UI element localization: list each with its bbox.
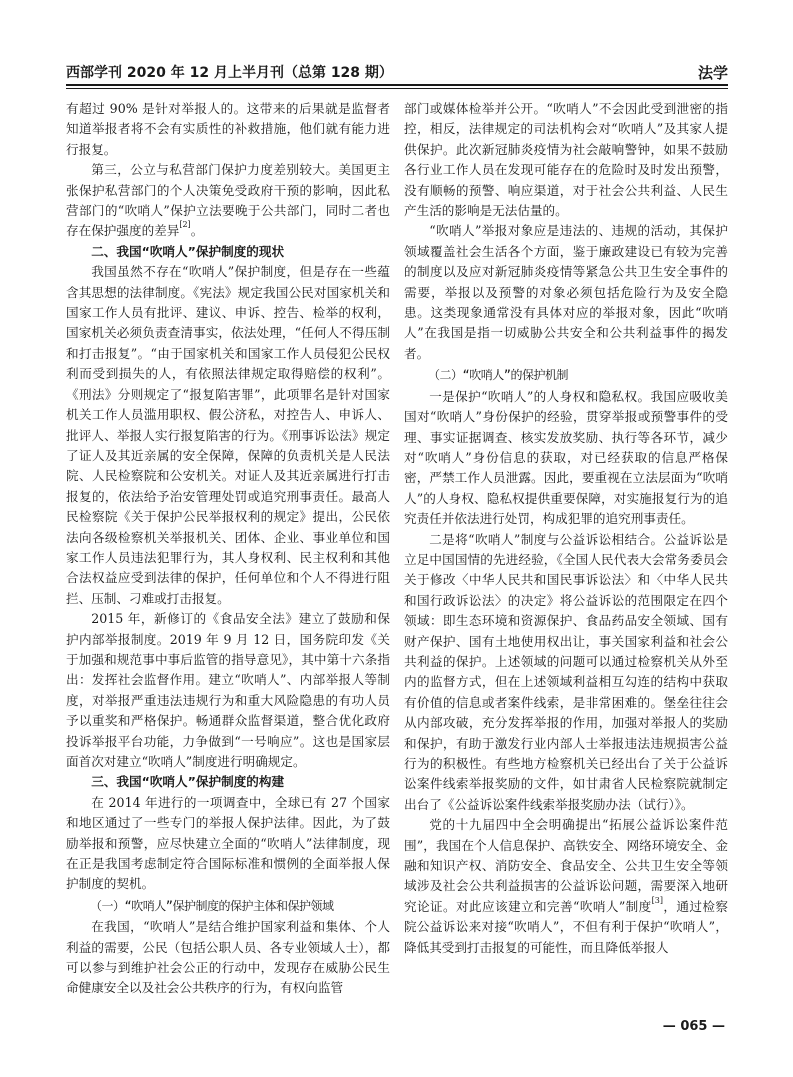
paragraph: 2015 年，新修订的《食品安全法》建立了鼓励和保护内部举报制度。2019 年 9 月 12 日，国务院印发《关于加强和规范事中事后监管的指导意见》，其中第十六条指出：发挥社会监督作用。建立“吹哨人”、内部举报人等制度，对举报严重违法违规行为和重大风险隐患的有功人员予以重奖和严格保护。畅通群众监督渠道，整合优化政府投诉举报平台功能，力争做到“一号响应”。这也是国家层面首次对建立“吹哨人”制度进行明确规定。	[66, 611, 390, 769]
right-column	[404, 99, 728, 958]
citation-ref: [2]	[179, 220, 191, 230]
paragraph: 在我国，“吹哨人”是结合维护国家利益和集体、个人利益的需要，公民（包括公职人员、各专业领域人士），都可以参与到维护社会公正的行动中，发现存在威胁公民生命健康安全以及社会公共秩序的行为，有权向监管	[66, 919, 390, 996]
page-number: — 065 —	[662, 1019, 725, 1034]
citation-ref: [3]	[651, 895, 663, 905]
header-rule-thin	[66, 88, 728, 89]
section-heading: 二、我国“吹哨人”保护制度的现状	[91, 243, 285, 259]
left-column	[66, 99, 390, 999]
paragraph: 有超过 90% 是针对举报人的。这带来的后果就是监督者知道举报者将不会有实质性的补救措施，他们就有能力进行报复。	[66, 101, 390, 157]
paragraph: 在 2014 年进行的一项调查中，全球已有 27 个国家和地区通过了一些专门的举报人保护法律。因此，为了鼓励举报和预警，应尽快建立全面的“吹哨人”法律制度，现在正是我国考虑制定符合国际标准和惯例的全面举报人保护制度的契机。	[66, 794, 390, 892]
subsection-heading: （二）“吹哨人”的保护机制	[428, 368, 568, 383]
paragraph	[404, 815, 728, 958]
paragraph: 二是将“吹哨人”制度与公益诉讼相结合。公益诉讼是立足中国国情的先进经验，《全国人民代表大会常务委员会关于修改〈中华人民共和国民事诉讼法〉和〈中华人民共和国行政诉讼法〉的决定》将公益诉讼的范围限定在四个领域：即生态环境和资源保护、食品药品安全领域、国有财产保护、国有土地使用权出让，事关国家利益和社会公共利益的保护。上述领域的问题可以通过检察机关从外至内的监督方式，但在上述领域利益相互勾连的结构中获取有价值的信息或者案件线索，是非常困难的。堡垒往往会从内部攻破，充分发挥举报的作用，加强对举报人的奖励和保护，有助于激发行业内部人士举报违法违规损害公益行为的积极性。有些地方检察机关已经出台了关于公益诉讼案件线索举报奖励的文件，如甘肃省人民检察院就制定出台了《公益诉讼案件线索举报奖励办法（试行）》。	[404, 531, 728, 812]
subsection-heading: （一）“吹哨人”保护制度的保护主体和保护领域	[90, 898, 334, 913]
paragraph: 我国虽然不存在“吹哨人”保护制度，但是存在一些蕴含其思想的法律制度。《宪法》规定我国公民对国家机关和国家工作人员有批评、建议、申诉、控告、检举的权利，国家机关必须负责查清事实，依法处理，“任何人不得压制和打击报复”。“由于国家机关和国家工作人员侵犯公民权利而受到损失的人，有依照法律规定取得赔偿的权利”。《刑法》分则规定了“报复陷害罪”，此项罪名是针对国家机关工作人员滥用职权、假公济私，对控告人、申诉人、批评人、举报人实行报复陷害的行为。《刑事诉讼法》规定了证人及其近亲属的安全保障，保障的负责机关是人民法院、人民检察院和公安机关。对证人及其近亲属进行打击报复的，依法给予治安管理处罚或追究刑事责任。最高人民检察院《关于保护公民举报权利的规定》提出，公民依法向各级检察机关举报机关、团体、企业、事业单位和国家工作人员违法犯罪行为，其人身权利、民主权利和其他合法权益应受到法律的保护，任何单位和个人不得进行阻拦、压制、刁难或打击报复。	[66, 264, 390, 606]
section-heading: 三、我国“吹哨人”保护制度的构建	[91, 774, 285, 790]
paragraph: 部门或媒体检举并公开。“吹哨人”不会因此受到泄密的指控，相反，法律规定的司法机构会对“吹哨人”及其家人提供保护。此次新冠肺炎疫情为社会敲响警钟，如果不鼓励各行业工作人员在发现可能存在的危险时及时发出预警，没有顺畅的预警、响应渠道，对于社会公共利益、人民生产生活的影响是无法估量的。	[404, 101, 728, 219]
journal-title: 西部学刊 2020 年 12 月上半月刊（总第 128 期）	[66, 65, 393, 81]
section-label: 法学	[697, 64, 728, 82]
paragraph-text: 第三，公立与私营部门保护力度差别较大。美国更主张保护私营部门的个人决策免受政府干预的影响，因此私营部门的“吹哨人”保护立法要晚于公共部门，同时二者也存在保护强度的差异	[66, 162, 390, 239]
paragraph: “吹哨人”举报对象应是违法的、违规的活动，其保护领域覆盖社会生活各个方面，鉴于廉政建设已有较为完善的制度以及应对新冠肺炎疫情等紧急公共卫生安全事件的需要，举报以及预警的对象必须包括危险行为及安全隐患。这类现象通常没有具体对应的举报对象，因此“吹哨人”在我国是指一切威胁公共安全和公共利益事件的揭发者。	[404, 223, 728, 361]
paragraph	[66, 160, 390, 242]
paragraph-text: 党的十九届四中全会明确提出“拓展公益诉讼案件范围”，我国在个人信息保护、高铁安全、网络环境安全、金融和知识产权、消防安全、食品安全、公共卫生安全等领域涉及社会公共利益损害的公益诉讼问题，需要深入地研究论证。对此应该建立和完善“吹哨人”制度	[404, 817, 728, 914]
page-header	[66, 60, 728, 84]
paragraph-end: 。	[190, 223, 204, 239]
paragraph-end: ，通过检察院公益诉讼来对接“吹哨人”，不但有利于保护“吹哨人”，降低其受到打击报复的可能性，而且降低举报人	[404, 898, 728, 955]
header-rule-thick	[66, 84, 728, 86]
paragraph: 一是保护“吹哨人”的人身权和隐私权。我国应吸收美国对“吹哨人”身份保护的经验，贯穿举报或预警事件的受理、事实证据调查、核实发放奖励、执行等各环节，减少对“吹哨人”身份信息的获取，对已经获取的信息严格保密，严禁工作人员泄露。因此，要重视在立法层面为“吹哨人”的人身权、隐私权提供重要保障，对实施报复行为的追究责任并依法进行处罚，构成犯罪的追究刑事责任。	[404, 388, 728, 527]
